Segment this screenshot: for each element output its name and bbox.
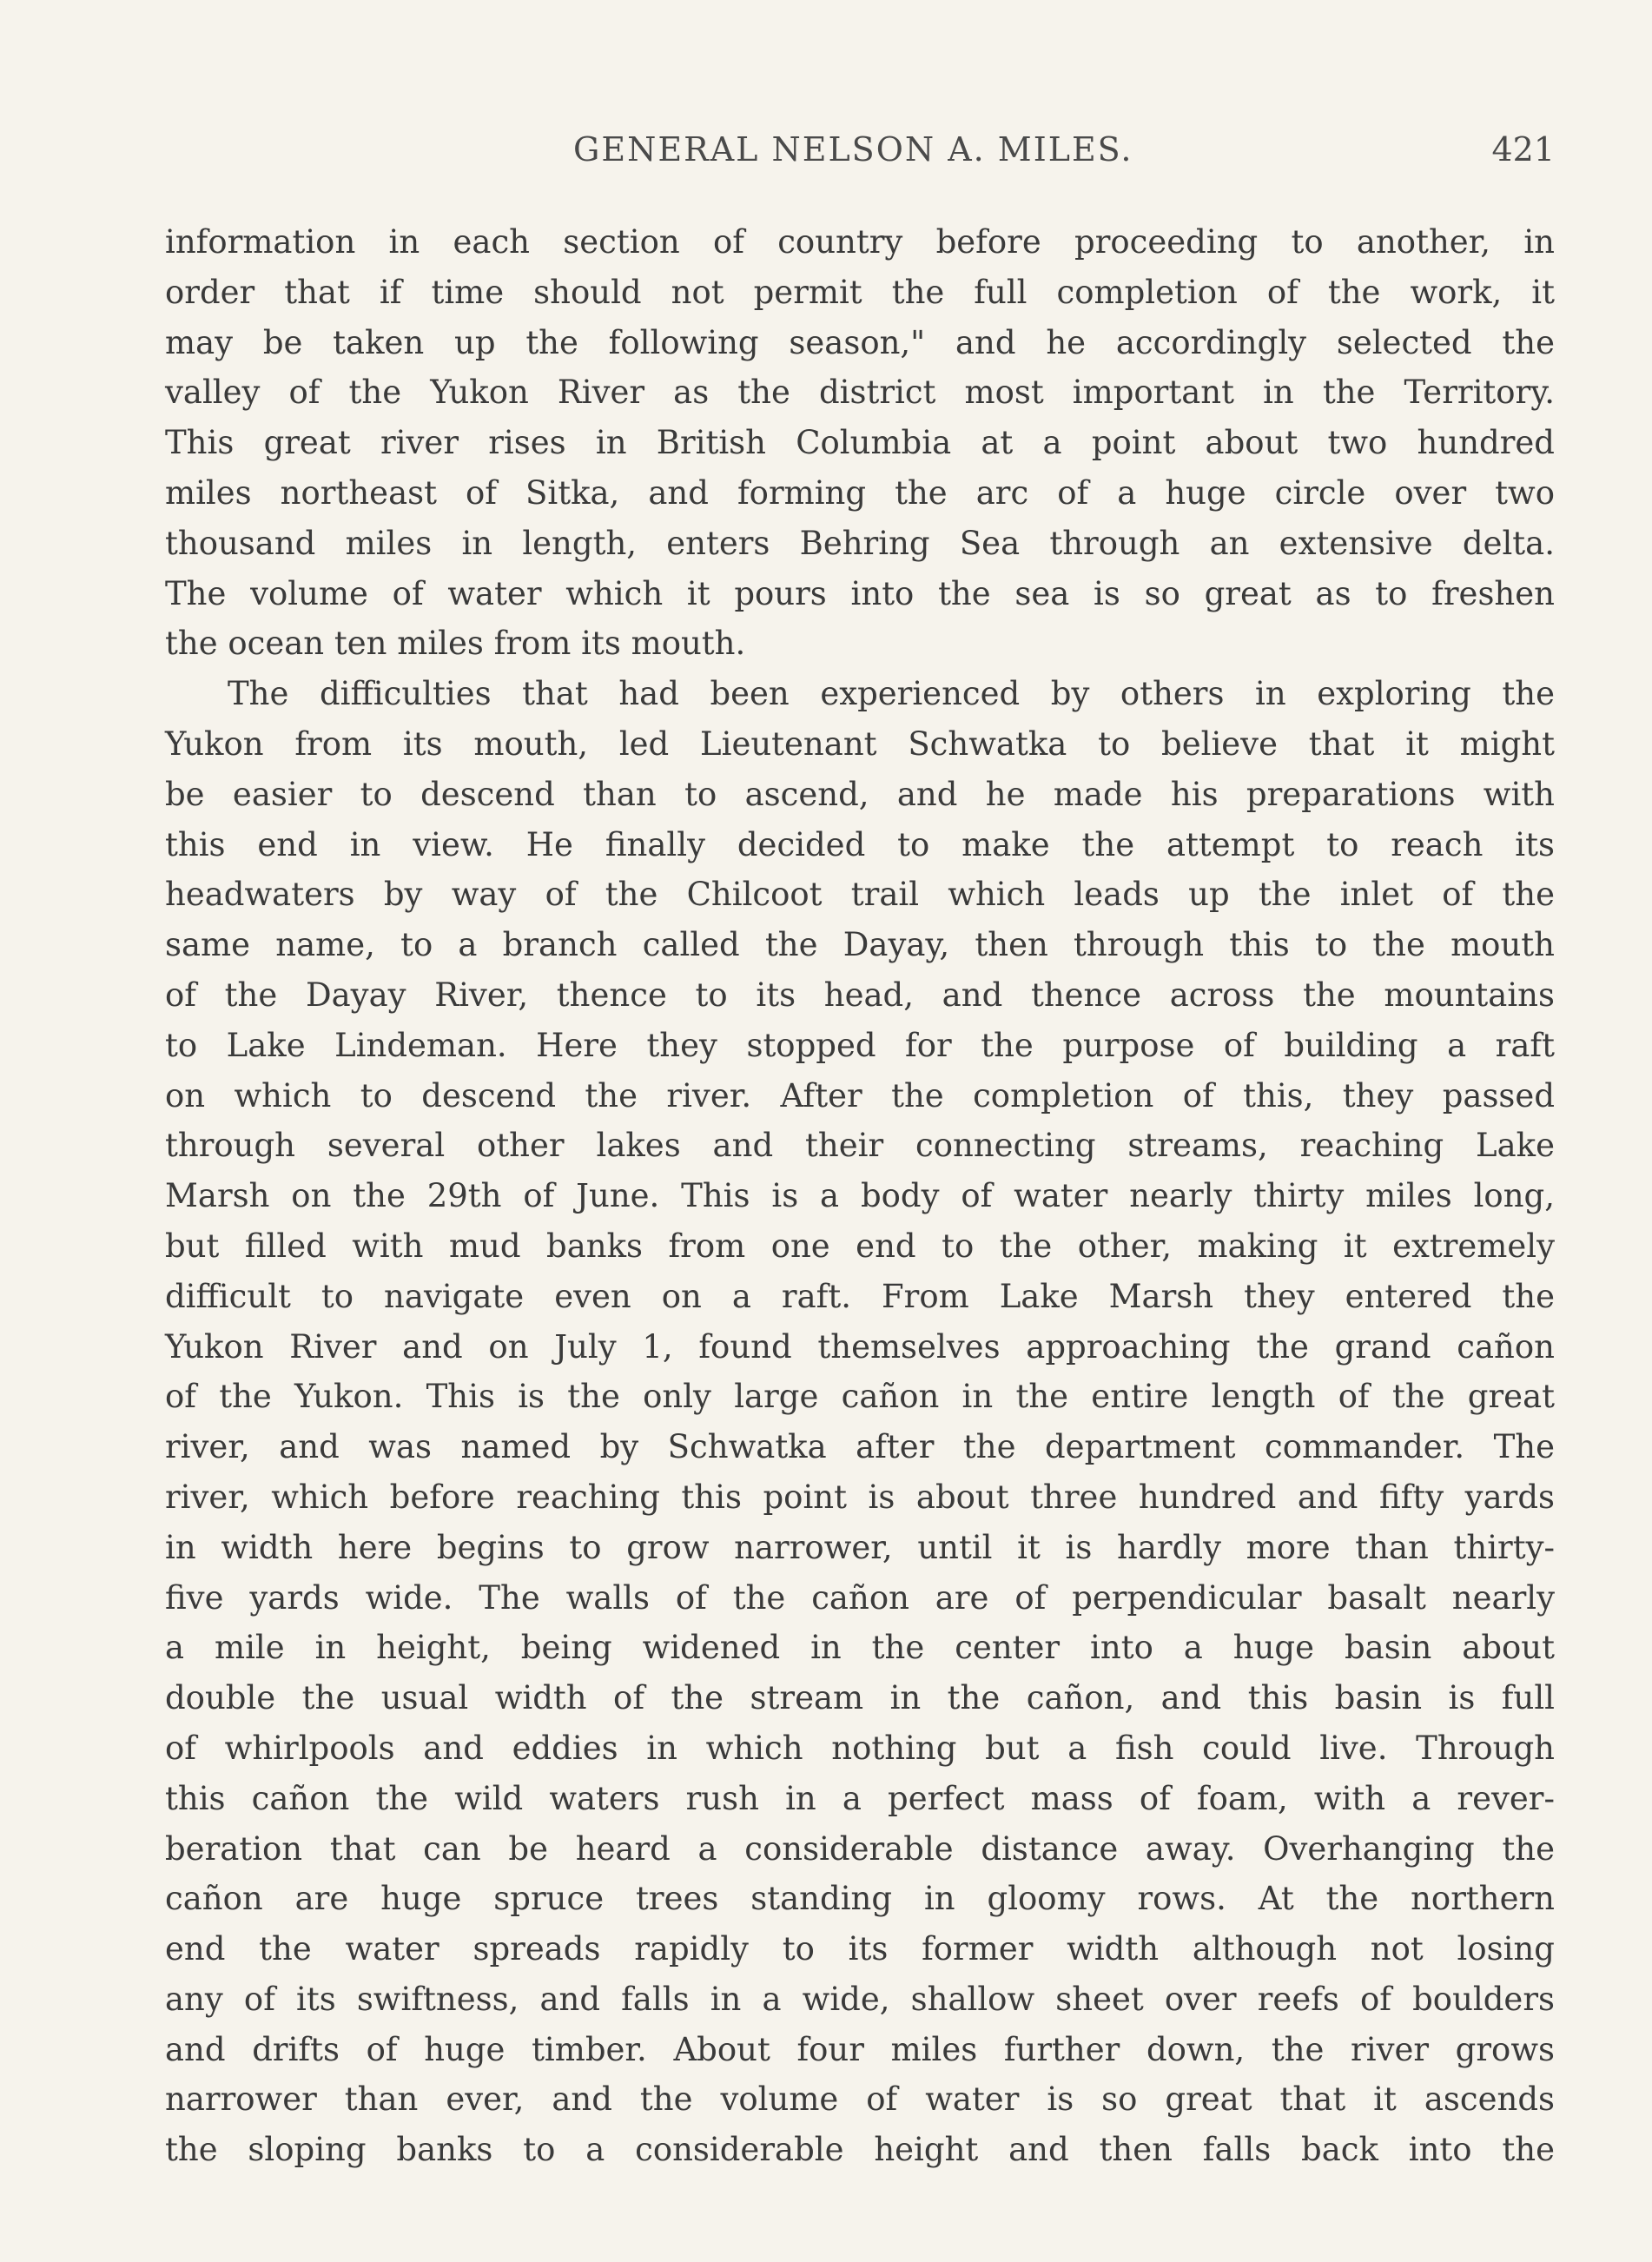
text-line: difficult to navigate even on a raft. From Lake Marsh they entered the	[165, 1277, 1555, 1315]
text-line: of the Yukon. This is the only large cañon in the entire length of the great	[165, 1378, 1555, 1416]
text-line: a mile in height, being widened in the center into a huge basin about	[165, 1629, 1555, 1667]
text-line: of whirlpools and eddies in which nothing but a fish could live. Through	[165, 1729, 1555, 1767]
text-line: double the usual width of the stream in the cañon, and this basin is full	[165, 1679, 1555, 1717]
text-line: miles northeast of Sitka, and forming the arc of a huge circle over two	[165, 473, 1555, 512]
text-line: the ocean ten miles from its mouth.	[165, 625, 746, 663]
text-line: the sloping banks to a considerable height and then falls back into the	[165, 2131, 1555, 2169]
body-text	[165, 217, 1555, 2175]
text-line: beration that can be heard a considerable distance away. Overhanging the	[165, 1829, 1555, 1868]
text-line: narrower than ever, and the volume of water is so great that it ascends	[165, 2080, 1555, 2119]
text-line: and drifts of huge timber. About four miles further down, the river grows	[165, 2030, 1555, 2068]
text-line: The volume of water which it pours into the sea is so great as to freshen	[165, 574, 1555, 612]
text-line: valley of the Yukon River as the district most important in the Territory.	[165, 374, 1555, 412]
running-head	[165, 130, 1555, 182]
text-line: in width here begins to grow narrower, until it is hardly more than thirty-	[165, 1528, 1555, 1566]
text-line: thousand miles in length, enters Behring Sea through an extensive delta.	[165, 524, 1555, 562]
text-line: any of its swiftness, and falls in a wide, shallow sheet over reefs of boulders	[165, 1980, 1555, 2018]
text-line: The difficulties that had been experienced by others in exploring the	[228, 675, 1555, 713]
text-line: Yukon River and on July 1, found themselves approaching the grand cañon	[165, 1327, 1555, 1366]
text-line: river, and was named by Schwatka after the department commander. The	[165, 1428, 1555, 1466]
text-line: headwaters by way of the Chilcoot trail which leads up the inlet of the	[165, 876, 1555, 914]
text-line: this end in view. He finally decided to make the attempt to reach its	[165, 825, 1555, 863]
text-line: information in each section of country before proceeding to another, in	[165, 223, 1555, 261]
text-line: order that if time should not permit the full completion of the work, it	[165, 273, 1555, 311]
text-line: cañon are huge spruce trees standing in gloomy rows. At the northern	[165, 1880, 1555, 1918]
text-line: to Lake Lindeman. Here they stopped for the purpose of building a raft	[165, 1026, 1555, 1064]
text-line: Marsh on the 29th of June. This is a body of water nearly thirty miles long,	[165, 1177, 1555, 1215]
text-line: Yukon from its mouth, led Lieutenant Schwatka to believe that it might	[165, 724, 1555, 763]
text-line: same name, to a branch called the Dayay, then through this to the mouth	[165, 926, 1555, 964]
page-number: 421	[1491, 130, 1555, 169]
text-line: of the Dayay River, thence to its head, and thence across the mountains	[165, 976, 1555, 1014]
text-line: end the water spreads rapidly to its former width although not losing	[165, 1930, 1555, 1968]
text-line: through several other lakes and their connecting streams, reaching Lake	[165, 1127, 1555, 1165]
text-line: this cañon the wild waters rush in a perfect mass of foam, with a rever-	[165, 1779, 1555, 1817]
running-title: GENERAL NELSON A. MILES.	[573, 130, 1133, 169]
text-line: river, which before reaching this point is about three hundred and fifty yards	[165, 1478, 1555, 1516]
text-line: five yards wide. The walls of the cañon are of perpendicular basalt nearly	[165, 1578, 1555, 1617]
text-line: but filled with mud banks from one end to the other, making it extremely	[165, 1227, 1555, 1265]
text-line: be easier to descend than to ascend, and he made his preparations with	[165, 775, 1555, 813]
text-line: on which to descend the river. After the completion of this, they passed	[165, 1076, 1555, 1114]
text-line: may be taken up the following season," and he accordingly selected the	[165, 323, 1555, 361]
text-line: This great river rises in British Columbia at a point about two hundred	[165, 424, 1555, 462]
